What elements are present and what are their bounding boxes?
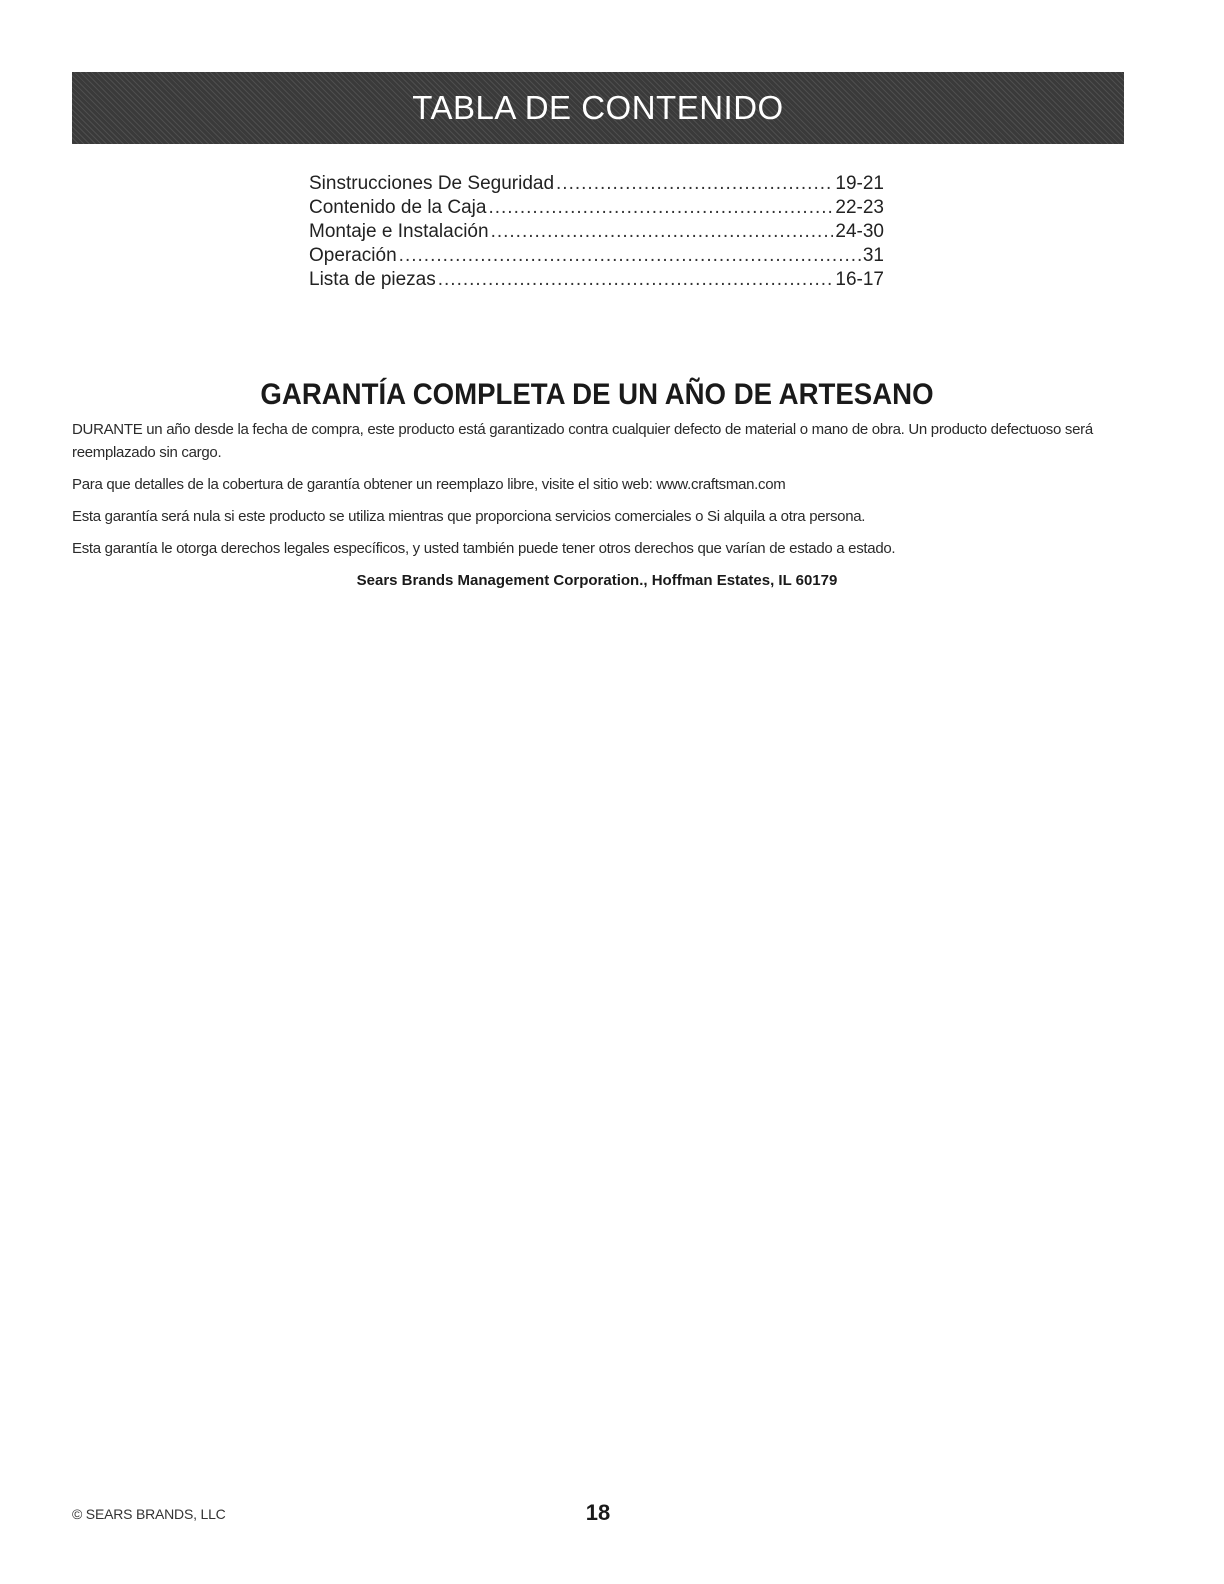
toc-list <box>309 173 884 293</box>
toc-leader-dots <box>488 197 833 219</box>
toc-title: TABLA DE CONTENIDO <box>412 89 784 126</box>
toc-entry <box>309 269 884 293</box>
warranty-title: GARANTÍA COMPLETA DE UN AÑO DE ARTESANO <box>260 378 934 411</box>
toc-leader-dots <box>399 245 861 267</box>
toc-entry <box>309 245 884 269</box>
corporation-line: Sears Brands Management Corporation., Hoffman Estates, IL 60179 <box>356 572 838 589</box>
warranty-paragraph: Esta garantía le otorga derechos legales específicos, y usted también puede tener otros derechos que varían de estado a estado. <box>72 540 896 557</box>
page-number: 18 <box>585 1500 611 1525</box>
toc-entry-label: Operación <box>309 245 397 266</box>
footer-copyright: © SEARS BRANDS, LLC <box>72 1506 226 1522</box>
toc-entry-page: 31 <box>862 245 884 266</box>
toc-entry-page: 19-21 <box>835 173 884 194</box>
toc-entry-page: 22-23 <box>835 197 884 218</box>
warranty-paragraph: Para que detalles de la cobertura de garantía obtener un reemplazo libre, visite el sitio web: www.craftsman.com <box>72 476 786 493</box>
toc-entry-label: Sinstrucciones De Seguridad <box>309 173 555 194</box>
toc-entry-page: 16-17 <box>835 269 884 290</box>
toc-entry-label: Lista de piezas <box>309 269 436 290</box>
toc-entry-page: 24-30 <box>835 221 884 242</box>
toc-leader-dots <box>491 221 834 243</box>
warranty-paragraph: Esta garantía será nula si este producto se utiliza mientras que proporciona servicios comerciales o Si alquila a otra persona. <box>72 508 866 525</box>
toc-entry <box>309 197 884 221</box>
toc-entry <box>309 173 884 197</box>
toc-leader-dots <box>556 173 833 195</box>
toc-leader-dots <box>438 269 834 291</box>
toc-entry-label: Contenido de la Caja <box>309 197 487 218</box>
toc-banner <box>72 72 1124 144</box>
warranty-paragraph: DURANTE un año desde la fecha de compra, este producto está garantizado contra cualquier defecto de material o mano de obra. Un producto defectuoso será reemplazado sin cargo. <box>72 421 1093 461</box>
toc-entry-label: Montaje e Instalación <box>309 221 489 242</box>
toc-entry <box>309 221 884 245</box>
warranty-body <box>72 418 1132 569</box>
